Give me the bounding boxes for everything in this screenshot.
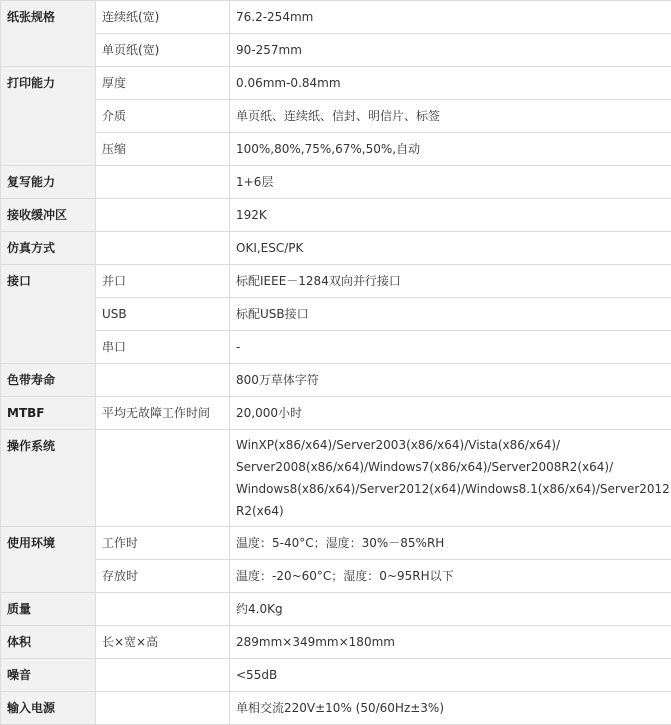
table-row xyxy=(1,34,671,67)
table-row xyxy=(1,298,671,331)
table-row xyxy=(1,692,671,725)
value-operating: 温度：5-40°C；湿度：30%－85%RH xyxy=(230,527,671,560)
table-row xyxy=(1,430,671,527)
sub-dimensions: 长×宽×高 xyxy=(96,626,230,659)
table-row xyxy=(1,199,671,232)
sub-empty xyxy=(96,593,230,626)
category-volume: 体积 xyxy=(1,626,96,659)
value-compression: 100%,80%,75%,67%,50%,自动 xyxy=(230,133,671,166)
sub-empty xyxy=(96,232,230,265)
sub-empty xyxy=(96,166,230,199)
table-row xyxy=(1,133,671,166)
category-os: 操作系统 xyxy=(1,430,96,527)
sub-empty xyxy=(96,199,230,232)
value-copy-capability: 1+6层 xyxy=(230,166,671,199)
table-row xyxy=(1,1,671,34)
sub-serial-port: 串口 xyxy=(96,331,230,364)
sub-empty xyxy=(96,430,230,527)
category-power-input: 输入电源 xyxy=(1,692,96,725)
table-row xyxy=(1,265,671,298)
sub-thickness: 厚度 xyxy=(96,67,230,100)
value-mtbf: 20,000小时 xyxy=(230,397,671,430)
value-dimensions: 289mm×349mm×180mm xyxy=(230,626,671,659)
table-row xyxy=(1,232,671,265)
sub-usb: USB xyxy=(96,298,230,331)
sub-mtbf: 平均无故障工作时间 xyxy=(96,397,230,430)
category-noise: 噪音 xyxy=(1,659,96,692)
category-ribbon-life: 色带寿命 xyxy=(1,364,96,397)
sub-empty xyxy=(96,659,230,692)
value-storage: 温度：-20~60°C；湿度：0~95RH以下 xyxy=(230,560,671,593)
table-row xyxy=(1,593,671,626)
category-environment: 使用环境 xyxy=(1,527,96,593)
value-receive-buffer: 192K xyxy=(230,199,671,232)
sub-media: 介质 xyxy=(96,100,230,133)
value-serial-port: - xyxy=(230,331,671,364)
category-mtbf: MTBF xyxy=(1,397,96,430)
table-row xyxy=(1,364,671,397)
value-ribbon-life: 800万草体字符 xyxy=(230,364,671,397)
category-weight: 质量 xyxy=(1,593,96,626)
table-row xyxy=(1,397,671,430)
table-row xyxy=(1,100,671,133)
sub-single-sheet-width: 单页纸(宽) xyxy=(96,34,230,67)
sub-empty xyxy=(96,364,230,397)
value-parallel-port: 标配IEEE－1284双向并行接口 xyxy=(230,265,671,298)
sub-parallel-port: 并口 xyxy=(96,265,230,298)
table-row xyxy=(1,67,671,100)
table-row xyxy=(1,331,671,364)
category-interface: 接口 xyxy=(1,265,96,364)
table-row xyxy=(1,166,671,199)
value-thickness: 0.06mm-0.84mm xyxy=(230,67,671,100)
value-media: 单页纸、连续纸、信封、明信片、标签 xyxy=(230,100,671,133)
value-power-input: 单相交流220V±10% (50/60Hz±3%) xyxy=(230,692,671,725)
value-noise: <55dB xyxy=(230,659,671,692)
value-continuous-paper-width: 76.2-254mm xyxy=(230,1,671,34)
table-row xyxy=(1,527,671,560)
sub-continuous-paper-width: 连续纸(宽) xyxy=(96,1,230,34)
category-paper-spec: 纸张规格 xyxy=(1,1,96,67)
value-usb: 标配USB接口 xyxy=(230,298,671,331)
table-row xyxy=(1,626,671,659)
value-emulation: OKI,ESC/PK xyxy=(230,232,671,265)
table-row xyxy=(1,659,671,692)
table-row xyxy=(1,560,671,593)
value-single-sheet-width: 90-257mm xyxy=(230,34,671,67)
category-emulation: 仿真方式 xyxy=(1,232,96,265)
category-receive-buffer: 接收缓冲区 xyxy=(1,199,96,232)
value-weight: 约4.0Kg xyxy=(230,593,671,626)
value-os: WinXP(x86/x64)/Server2003(x86/x64)/Vista(x86/x64)/ Server2008(x86/x64)/Windows7(x86/x64)/Server2008R2(x64)/ Windows8(x86/x64)/Server2012(x64)/Windows8.1(x86/x64)/Server2012R2(x64) xyxy=(230,430,671,527)
sub-storage: 存放时 xyxy=(96,560,230,593)
sub-empty xyxy=(96,692,230,725)
category-print-capability: 打印能力 xyxy=(1,67,96,166)
sub-operating: 工作时 xyxy=(96,527,230,560)
sub-compression: 压缩 xyxy=(96,133,230,166)
category-copy-capability: 复写能力 xyxy=(1,166,96,199)
